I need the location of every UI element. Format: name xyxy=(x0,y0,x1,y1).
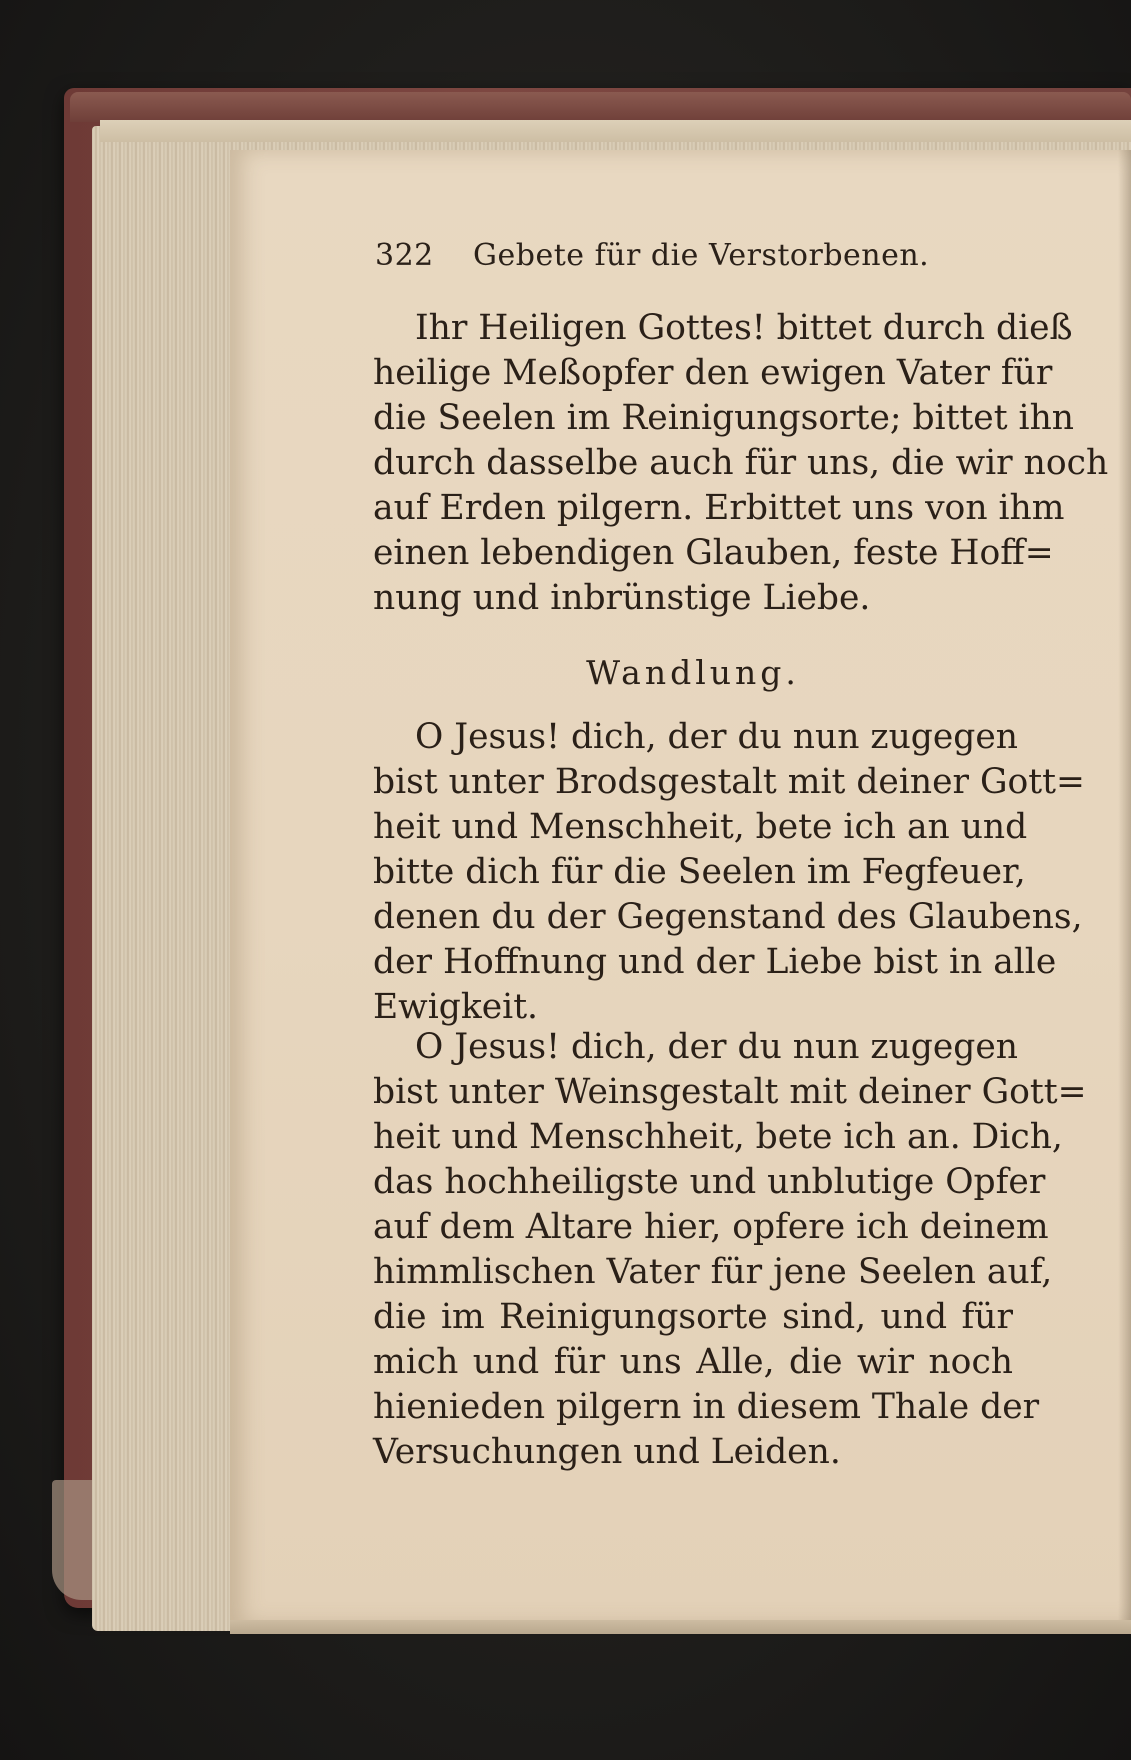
text-line: nung und inbrünstige Liebe. xyxy=(373,578,871,618)
text-line: der Hoffnung und der Liebe bist in alle xyxy=(373,942,1057,982)
text-line: heilige Meßopfer den ewigen Vater für xyxy=(373,353,1053,393)
text-line: hienieden pilgern in diesem Thale der xyxy=(373,1387,1040,1427)
text-line: bist unter Weinsgestalt mit deiner Gott= xyxy=(373,1072,1087,1112)
page-shadow xyxy=(1118,150,1131,1625)
text-line: einen lebendigen Glauben, feste Hoff= xyxy=(373,533,1054,573)
text-line: bist unter Brodsgestalt mit deiner Gott= xyxy=(373,762,1085,802)
text-line: denen du der Gegenstand des Glaubens, xyxy=(373,897,1083,937)
text-line: Versuchungen und Leiden. xyxy=(373,1432,841,1472)
text-line: heit und Menschheit, bete ich an. Dich, xyxy=(373,1117,1063,1157)
text-line: auf Erden pilgern. Erbittet uns von ihm xyxy=(373,488,1065,528)
text-line: die Seelen im Reinigungsorte; bittet ihn xyxy=(373,398,1075,438)
text-line: Ewigkeit. xyxy=(373,987,539,1027)
text-line: Ihr Heiligen Gottes! bittet durch dieß xyxy=(415,308,1073,348)
section-heading: Wandlung. xyxy=(586,653,800,692)
text-line: bitte dich für die Seelen im Fegfeuer, xyxy=(373,852,1026,892)
paragraph-3 xyxy=(373,1025,1087,1475)
text-line: O Jesus! dich, der du nun zugegen xyxy=(415,1027,1019,1067)
text-line: das hochheiligste und unblutige Opfer xyxy=(373,1162,1046,1202)
text-line: heit und Menschheit, bete ich an und xyxy=(373,807,1028,847)
paragraph-1 xyxy=(373,306,1109,621)
text-line: mich und für uns Alle, die wir noch xyxy=(373,1342,1013,1382)
page-number: 322 xyxy=(375,238,434,273)
text-line: auf dem Altare hier, opfere ich deinem xyxy=(373,1207,1049,1247)
book-cover-top-edge xyxy=(70,92,1131,122)
text-line: O Jesus! dich, der du nun zugegen xyxy=(415,717,1019,757)
paragraph-2 xyxy=(373,715,1085,1030)
page-edges-top xyxy=(100,120,1131,142)
text-line: die im Reinigungsorte sind, und für xyxy=(373,1297,1013,1337)
running-title: Gebete für die Verstorbenen. xyxy=(473,238,930,273)
text-line: himmlischen Vater für jene Seelen auf, xyxy=(373,1252,1053,1292)
text-line: durch dasselbe auch für uns, die wir noch xyxy=(373,443,1109,483)
page-bottom-edge xyxy=(230,1620,1131,1634)
page-header xyxy=(375,238,929,273)
